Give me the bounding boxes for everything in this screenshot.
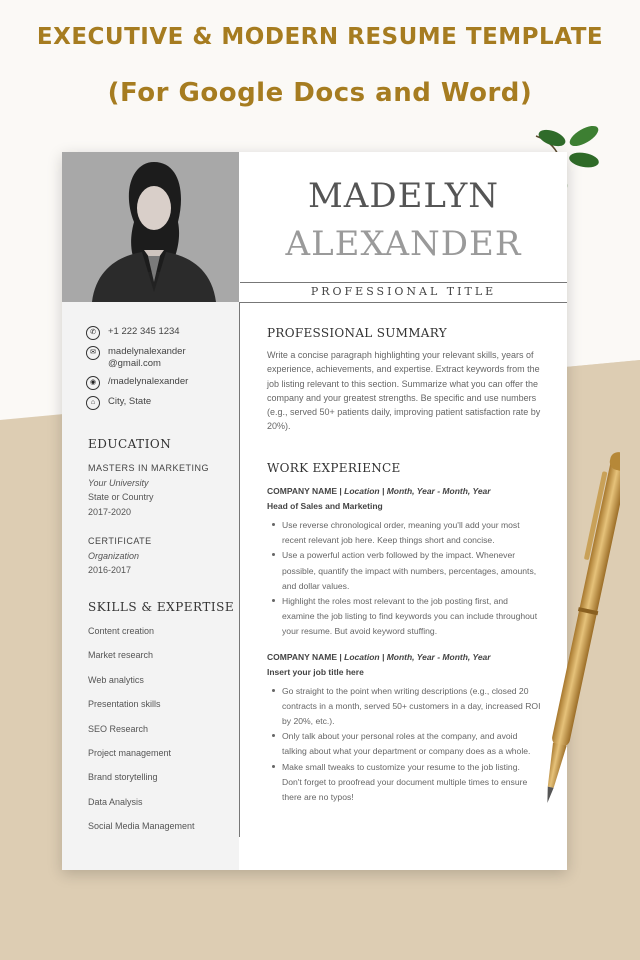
professional-title: PROFESSIONAL TITLE: [310, 285, 497, 298]
profile-photo: [62, 152, 239, 302]
job-bullets: [267, 518, 542, 640]
skill-item: SEO Research: [88, 723, 149, 734]
first-name: MADELYN: [307, 176, 500, 216]
certificate-label: CERTIFICATE: [88, 536, 152, 546]
job-entry: [267, 484, 542, 640]
skills-list: [88, 626, 238, 846]
experience-heading: WORK EXPERIENCE: [267, 461, 401, 475]
job-bullet: Use reverse chronological order, meaning you'll add your most recent relevant job here. Keep things short and concise.: [275, 518, 542, 548]
education-heading: EDUCATION: [88, 437, 172, 451]
contact-social: [86, 376, 236, 390]
job-bullet: Make small tweaks to customize your resume to the job listing. Don't forget to proofread your document multiple times to ensure there are no typos!: [275, 760, 542, 806]
summary-section: [267, 326, 542, 434]
contact-email: [86, 346, 236, 370]
phone-text: +1 222 345 1234: [108, 326, 180, 337]
email-icon: ✉: [86, 346, 100, 360]
certificate-entry: [88, 534, 238, 578]
skill-item: Market research: [88, 650, 154, 661]
job-bullet: Go straight to the point when writing descriptions (e.g., closed 20 contracts in a month, served 50+ customers in a day, increased ROI by 20%, etc.).: [275, 684, 542, 730]
column-divider: [239, 302, 240, 837]
name-block: [240, 152, 567, 292]
phone-icon: ✆: [86, 326, 100, 340]
summary-text: Write a concise paragraph highlighting your relevant skills, years of experience, achievements, and expertise. Extract keywords from the job listing relevant to this section. Summarize what you can offer the company and your greatest strengths. Be specific and use numbers (e.g., served 50+ patients daily, improving patient satisfaction rate by 20%).: [267, 350, 541, 432]
certificate-years: 2016-2017: [88, 565, 132, 575]
skill-item: Web analytics: [88, 674, 144, 685]
contact-location: [86, 396, 236, 410]
job-role: Insert your job title here: [267, 666, 364, 677]
instagram-icon: ◉: [86, 376, 100, 390]
contact-phone: [86, 326, 236, 340]
contact-list: [86, 326, 236, 416]
last-name: ALEXANDER: [285, 224, 522, 264]
skills-heading: SKILLS & EXPERTISE: [88, 600, 235, 614]
skill-item: Project management: [88, 747, 172, 758]
resume-sheet: [62, 152, 567, 870]
banner-subtitle: (For Google Docs and Word): [107, 78, 533, 108]
job-details: Location | Month, Year - Month, Year: [344, 651, 491, 662]
degree-years: 2017-2020: [88, 506, 132, 517]
university: Your University: [88, 477, 149, 488]
certificate-org: Organization: [88, 550, 140, 561]
education-entry: [88, 461, 238, 519]
location-text: City, State: [108, 396, 152, 407]
pen-decoration-icon: [540, 440, 620, 830]
banner-title-text: EXECUTIVE & MODERN RESUME TEMPLATE: [36, 24, 604, 50]
job-bullet: Highlight the roles most relevant to the job posting first, and examine the job listing to find keywords you can include throughout your resume. But avoid keyword stuffing.: [275, 594, 542, 640]
skill-item: Presentation skills: [88, 699, 161, 710]
home-icon: ⌂: [86, 396, 100, 410]
skill-item: Data Analysis: [88, 796, 143, 807]
email-text: madelynalexander @gmail.com: [108, 346, 186, 369]
skill-item: Social Media Management: [88, 821, 195, 832]
job-company-line: [267, 650, 542, 665]
job-bullet: Only talk about your personal roles at the company, and avoid talking about what your department or company does as a whole.: [275, 729, 542, 759]
summary-heading: PROFESSIONAL SUMMARY: [267, 326, 447, 340]
job-bullets: [267, 684, 542, 806]
skill-item: Content creation: [88, 626, 155, 636]
title-rule-top: [240, 282, 567, 283]
experience-section: [267, 461, 542, 805]
skill-item: Brand storytelling: [88, 772, 158, 783]
job-bullet: Use a powerful action verb followed by the impact. Whenever possible, quantify the impact with numbers, percentages, amounts, and dollar values.: [275, 548, 542, 594]
social-text: /madelynalexander: [108, 376, 189, 387]
region: State or Country: [88, 492, 154, 502]
job-company: COMPANY NAME |: [267, 651, 342, 662]
job-entry: [267, 650, 542, 806]
job-company-line: [267, 484, 542, 499]
job-details: Location | Month, Year - Month, Year: [344, 486, 491, 496]
banner-title: [0, 24, 640, 50]
job-company: COMPANY NAME |: [267, 486, 342, 496]
title-rule-bottom: [240, 302, 567, 303]
degree: MASTERS IN MARKETING: [88, 463, 210, 473]
job-role: Head of Sales and Marketing: [267, 501, 383, 511]
